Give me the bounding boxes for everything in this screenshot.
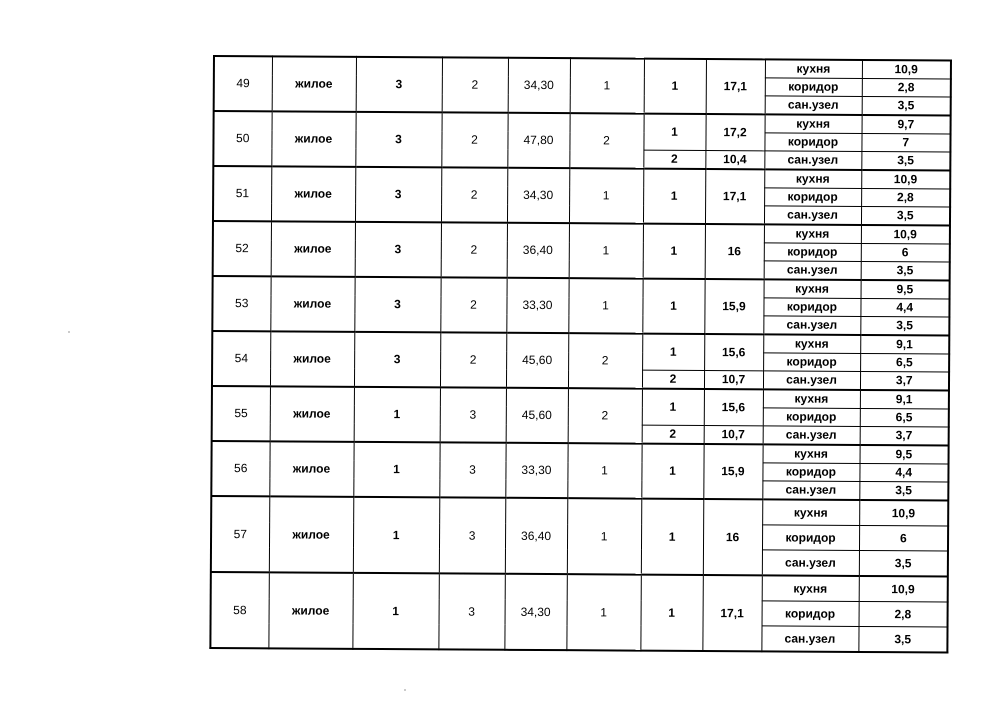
living-room-area-cell: 15,6 bbox=[704, 334, 763, 371]
room-count-cell: 1 bbox=[568, 278, 642, 333]
room-count-cell: 2 bbox=[568, 333, 642, 388]
total-area-cell: 47,80 bbox=[507, 113, 569, 168]
total-area-cell: 45,60 bbox=[506, 388, 568, 443]
aux-room-name-cell: кухня bbox=[764, 279, 861, 298]
total-area-cell: 36,40 bbox=[505, 498, 567, 574]
floor-cell: 3 bbox=[356, 57, 442, 113]
aux-room-name-cell: сан.узел bbox=[762, 481, 859, 500]
total-area-cell: 34,30 bbox=[507, 168, 569, 223]
floor-cell: 1 bbox=[354, 387, 440, 443]
aux-room-area-cell: 2,8 bbox=[862, 78, 951, 97]
aux-room-area-cell: 10,9 bbox=[861, 170, 950, 189]
aux-room-name-cell: кухня bbox=[764, 169, 861, 188]
living-room-area-cell: 16 bbox=[705, 224, 764, 279]
aux-room-area-cell: 10,9 bbox=[859, 576, 948, 602]
scan-speck bbox=[68, 331, 70, 333]
apartment-number-cell: 49 bbox=[214, 56, 272, 111]
aux-room-name-cell: коридор bbox=[765, 78, 862, 97]
apartment-number-cell: 50 bbox=[213, 111, 271, 166]
floor-cell: 1 bbox=[353, 497, 439, 574]
living-room-area-cell: 15,6 bbox=[704, 389, 763, 426]
living-room-area-cell: 15,9 bbox=[704, 279, 763, 334]
aux-room-name-cell: коридор bbox=[762, 463, 859, 482]
aux-room-name-cell: коридор bbox=[764, 188, 861, 207]
premises-type-cell: жилое bbox=[269, 496, 353, 573]
aux-room-area-cell: 6,5 bbox=[860, 353, 949, 372]
aux-room-area-cell: 3,5 bbox=[862, 96, 951, 115]
apartment-number-cell: 52 bbox=[213, 221, 271, 276]
aux-room-area-cell: 7 bbox=[861, 133, 950, 152]
living-room-number-cell: 1 bbox=[643, 114, 705, 151]
table-row bbox=[213, 221, 950, 244]
apartment-number-cell: 58 bbox=[210, 572, 268, 648]
aux-room-name-cell: кухня bbox=[762, 575, 859, 601]
aux-room-name-cell: кухня bbox=[763, 389, 860, 408]
premises-type-cell: жилое bbox=[268, 572, 352, 649]
floor-cell: 3 bbox=[354, 332, 440, 388]
aux-room-area-cell: 2,8 bbox=[859, 601, 948, 627]
aux-room-area-cell: 9,5 bbox=[860, 445, 949, 464]
aux-room-name-cell: кухня bbox=[763, 334, 860, 353]
aux-room-area-cell: 4,4 bbox=[859, 463, 948, 482]
aux-room-area-cell: 9,5 bbox=[861, 280, 950, 299]
premises-type-cell: жилое bbox=[269, 441, 353, 497]
aux-room-name-cell: коридор bbox=[763, 298, 860, 317]
aux-room-name-cell: кухня bbox=[765, 59, 862, 78]
aux-room-area-cell: 3,5 bbox=[858, 626, 947, 652]
living-room-area-cell: 17,2 bbox=[705, 114, 764, 151]
table-row bbox=[212, 386, 949, 409]
aux-room-name-cell: сан.узел bbox=[763, 371, 860, 390]
total-area-cell: 33,30 bbox=[506, 278, 568, 333]
apartment-number-cell: 53 bbox=[212, 276, 270, 331]
living-room-area-cell: 17,1 bbox=[705, 169, 764, 224]
floor-cell: 3 bbox=[355, 222, 441, 278]
aux-room-area-cell: 9,1 bbox=[860, 390, 949, 409]
aux-room-name-cell: кухня bbox=[764, 224, 861, 243]
living-room-number-cell: 1 bbox=[643, 224, 705, 279]
floor-cell: 1 bbox=[353, 442, 439, 498]
premises-type-cell: жилое bbox=[270, 276, 354, 332]
aux-room-name-cell: коридор bbox=[762, 525, 859, 551]
aux-room-name-cell: коридор bbox=[764, 133, 861, 152]
aux-room-name-cell: кухня bbox=[765, 114, 862, 133]
aux-room-name-cell: сан.узел bbox=[765, 96, 862, 115]
apartment-table bbox=[209, 55, 952, 654]
aux-room-area-cell: 6,5 bbox=[860, 408, 949, 427]
aux-room-area-cell: 3,5 bbox=[859, 481, 948, 500]
premises-type-cell: жилое bbox=[272, 56, 356, 112]
table-row bbox=[211, 496, 948, 526]
room-count-cell: 1 bbox=[569, 168, 643, 223]
aux-room-name-cell: сан.узел bbox=[764, 206, 861, 225]
living-room-number-cell: 1 bbox=[642, 389, 704, 426]
column-4-cell: 2 bbox=[441, 222, 507, 277]
room-count-cell: 1 bbox=[567, 443, 641, 498]
room-count-cell: 2 bbox=[568, 388, 642, 443]
aux-room-area-cell: 9,7 bbox=[862, 115, 951, 134]
living-room-area-cell: 10,4 bbox=[705, 151, 764, 170]
aux-room-area-cell: 10,9 bbox=[862, 60, 951, 79]
aux-room-area-cell: 3,5 bbox=[861, 206, 950, 225]
apartment-number-cell: 54 bbox=[212, 331, 270, 386]
aux-room-area-cell: 10,9 bbox=[861, 225, 950, 244]
aux-room-area-cell: 9,1 bbox=[860, 335, 949, 354]
aux-room-area-cell: 10,9 bbox=[859, 500, 948, 526]
apartment-number-cell: 57 bbox=[211, 496, 269, 572]
aux-room-name-cell: кухня bbox=[763, 444, 860, 463]
table-row bbox=[213, 166, 950, 189]
aux-room-name-cell: коридор bbox=[763, 408, 860, 427]
table-row bbox=[213, 276, 950, 299]
column-4-cell: 2 bbox=[440, 277, 506, 332]
column-4-cell: 3 bbox=[438, 573, 504, 649]
aux-room-area-cell: 3,5 bbox=[861, 151, 950, 170]
living-room-area-cell: 15,9 bbox=[703, 444, 762, 499]
total-area-cell: 33,30 bbox=[505, 443, 567, 498]
column-4-cell: 2 bbox=[441, 112, 507, 167]
scan-speck bbox=[404, 689, 406, 691]
total-area-cell: 34,30 bbox=[504, 574, 566, 650]
total-area-cell: 34,30 bbox=[508, 58, 570, 113]
premises-type-cell: жилое bbox=[271, 166, 355, 222]
aux-room-name-cell: сан.узел bbox=[763, 316, 860, 335]
column-4-cell: 3 bbox=[440, 387, 506, 442]
column-4-cell: 2 bbox=[441, 167, 507, 222]
column-4-cell: 3 bbox=[439, 497, 505, 573]
aux-room-area-cell: 2,8 bbox=[861, 188, 950, 207]
total-area-cell: 45,60 bbox=[506, 333, 568, 388]
premises-type-cell: жилое bbox=[271, 111, 355, 167]
total-area-cell: 36,40 bbox=[507, 223, 569, 278]
aux-room-area-cell: 3,7 bbox=[860, 426, 949, 445]
floor-cell: 1 bbox=[352, 573, 438, 650]
living-room-area-cell: 10,7 bbox=[704, 371, 763, 390]
aux-room-name-cell: сан.узел bbox=[763, 426, 860, 445]
living-room-number-cell: 1 bbox=[640, 575, 702, 651]
aux-room-area-cell: 3,7 bbox=[860, 371, 949, 390]
aux-room-name-cell: сан.узел bbox=[764, 151, 861, 170]
apartment-table-sheet bbox=[209, 55, 950, 646]
room-count-cell: 1 bbox=[566, 574, 640, 650]
aux-room-area-cell: 3,5 bbox=[860, 316, 949, 335]
living-room-area-cell: 17,1 bbox=[702, 575, 761, 651]
table-row bbox=[214, 56, 951, 79]
living-room-number-cell: 2 bbox=[643, 150, 705, 169]
aux-room-area-cell: 3,5 bbox=[861, 261, 950, 280]
aux-room-name-cell: кухня bbox=[762, 499, 859, 525]
aux-room-name-cell: коридор bbox=[762, 601, 859, 627]
table-row bbox=[212, 331, 949, 354]
floor-cell: 3 bbox=[354, 277, 440, 333]
living-room-number-cell: 1 bbox=[641, 444, 703, 499]
room-count-cell: 1 bbox=[567, 498, 641, 574]
living-room-area-cell: 10,7 bbox=[704, 426, 763, 445]
aux-room-area-cell: 4,4 bbox=[860, 298, 949, 317]
apartment-table-body bbox=[210, 56, 951, 652]
floor-cell: 3 bbox=[355, 112, 441, 168]
aux-room-name-cell: сан.узел bbox=[761, 626, 858, 652]
aux-room-name-cell: сан.узел bbox=[762, 550, 859, 576]
table-row bbox=[212, 441, 949, 464]
aux-room-area-cell: 6 bbox=[861, 243, 950, 262]
living-room-number-cell: 1 bbox=[642, 334, 704, 371]
aux-room-name-cell: сан.узел bbox=[764, 261, 861, 280]
table-row bbox=[211, 572, 948, 602]
living-room-number-cell: 1 bbox=[644, 59, 706, 114]
living-room-area-cell: 17,1 bbox=[706, 59, 765, 114]
column-4-cell: 3 bbox=[439, 442, 505, 497]
room-count-cell: 2 bbox=[569, 113, 643, 168]
living-room-number-cell: 2 bbox=[642, 370, 704, 389]
column-4-cell: 2 bbox=[442, 57, 508, 112]
floor-cell: 3 bbox=[355, 167, 441, 223]
column-4-cell: 2 bbox=[440, 332, 506, 387]
living-room-number-cell: 1 bbox=[642, 279, 704, 334]
room-count-cell: 1 bbox=[570, 58, 644, 113]
premises-type-cell: жилое bbox=[270, 331, 354, 387]
living-room-number-cell: 1 bbox=[641, 499, 703, 575]
aux-room-name-cell: коридор bbox=[764, 243, 861, 262]
living-room-area-cell: 16 bbox=[703, 499, 762, 575]
apartment-number-cell: 51 bbox=[213, 166, 271, 221]
room-count-cell: 1 bbox=[569, 223, 643, 278]
living-room-number-cell: 1 bbox=[643, 169, 705, 224]
aux-room-area-cell: 3,5 bbox=[859, 550, 948, 576]
aux-room-area-cell: 6 bbox=[859, 525, 948, 551]
apartment-number-cell: 56 bbox=[211, 441, 269, 496]
premises-type-cell: жилое bbox=[270, 386, 354, 442]
apartment-number-cell: 55 bbox=[212, 386, 270, 441]
premises-type-cell: жилое bbox=[271, 221, 355, 277]
living-room-number-cell: 2 bbox=[642, 425, 704, 444]
aux-room-name-cell: коридор bbox=[763, 353, 860, 372]
table-row bbox=[214, 111, 951, 134]
